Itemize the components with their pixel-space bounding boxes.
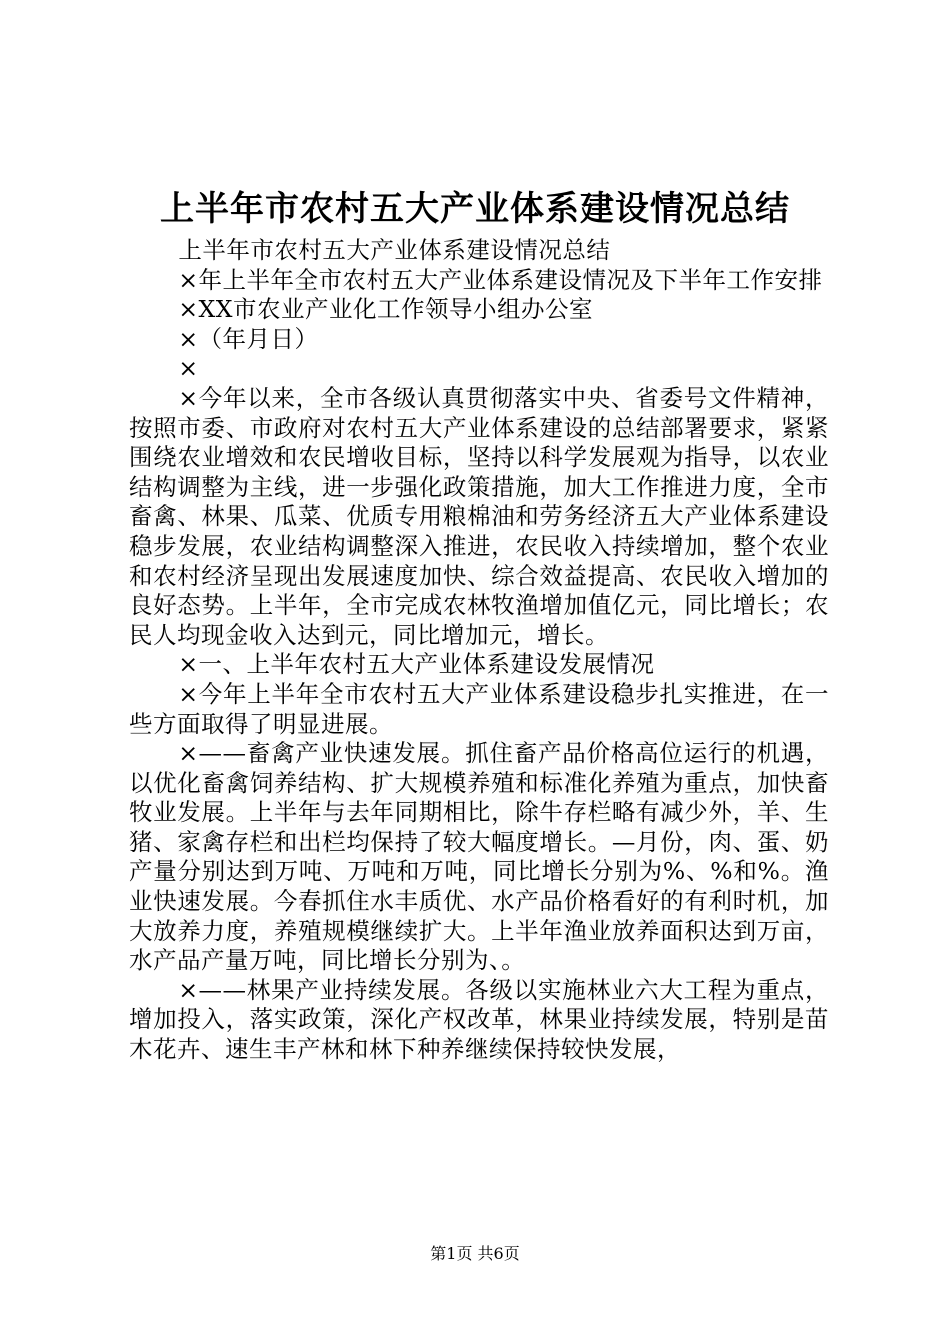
body-paragraph: ×年上半年全市农村五大产业体系建设情况及下半年工作安排 <box>178 265 823 294</box>
body-paragraph: ×今年上半年全市农村五大产业体系建设稳步扎实推进，在一些方面取得了明显进展。 <box>129 679 829 738</box>
page-footer: 第1页 共6页 <box>430 1244 520 1263</box>
body-paragraph: 上半年市农村五大产业体系建设情况总结 <box>178 236 611 264</box>
body-paragraph: ×今年以来，全市各级认真贯彻落实中央、省委号文件精神，按照市委、市政府对农村五大产业体系建设的总结部署要求，紧紧围绕农业增效和农民增收目标，坚持以科学发展观为指导，以农业结构调整为主线，进一步强化政策措施，加大工作推进力度，全市畜禽、林果、瓜菜、优质专用粮棉油和劳务经济五大产业体系建设稳步发展，农业结构调整深入推进，农民收入持续增加，整个农业和农村经济呈现出发展速度加快、综合效益提高、农民收入增加的良好态势。上半年，全市完成农林牧渔增加值亿元，同比增长；农民人均现金收入达到元，同比增加元，增长。 <box>129 383 829 649</box>
body-paragraph: ×XX市农业产业化工作领导小组办公室 <box>178 295 593 324</box>
document-title: 上半年市农村五大产业体系建设情况总结 <box>160 189 790 229</box>
body-paragraph: × <box>178 354 199 383</box>
body-paragraph: ×——林果产业持续发展。各级以实施林业六大工程为重点，增加投入，落实政策，深化产权改革，林果业持续发展，特别是苗木花卉、速生丰产林和林下种养继续保持较快发展， <box>129 975 829 1064</box>
body-paragraph: ×——畜禽产业快速发展。抓住畜产品价格高位运行的机遇，以优化畜禽饲养结构、扩大规模养殖和标准化养殖为重点，加快畜牧业发展。上半年与去年同期相比，除牛存栏略有减少外，羊、生猪、家禽存栏和出栏均保持了较大幅度增长。—月份，肉、蛋、奶产量分别达到万吨、万吨和万吨，同比增长分别为%、%和%。渔业快速发展。今春抓住水丰质优、水产品价格看好的有利时机，加大放养力度，养殖规模继续扩大。上半年渔业放养面积达到万亩，水产品产量万吨，同比增长分别为、。 <box>129 739 829 975</box>
body-paragraph: ×（年月日） <box>178 324 319 353</box>
document-body <box>129 236 829 1065</box>
body-paragraph: ×一、上半年农村五大产业体系建设发展情况 <box>178 650 655 679</box>
